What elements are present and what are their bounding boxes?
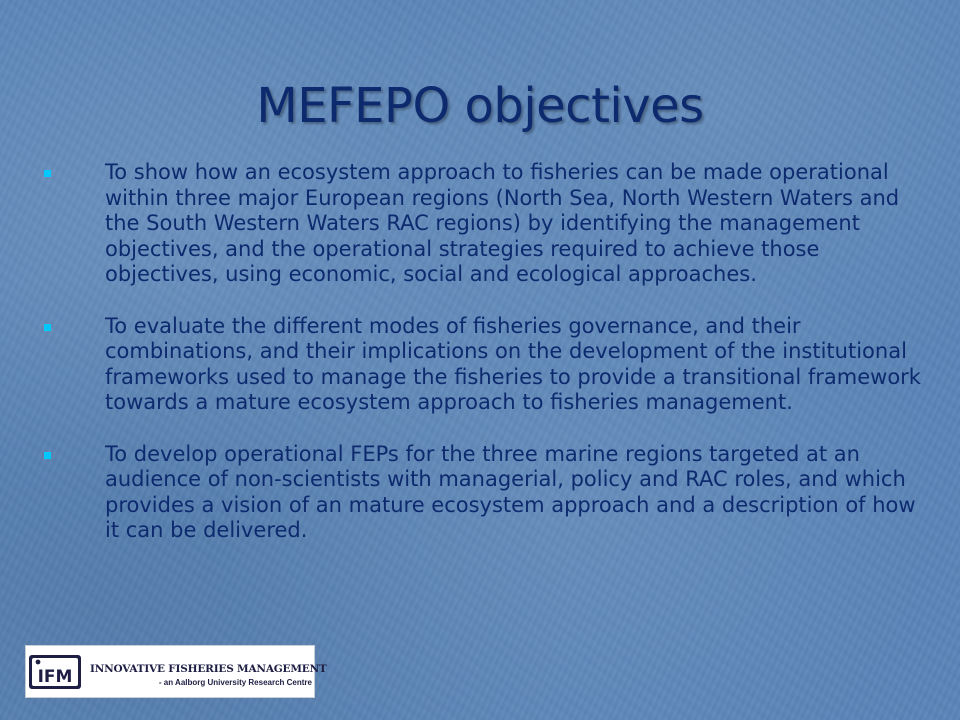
bullet-item bbox=[0, 160, 960, 288]
square-bullet-icon bbox=[44, 170, 51, 177]
bullet-list bbox=[0, 160, 960, 570]
logo-mark-text: IFM bbox=[37, 667, 73, 687]
logo-subtitle: - an Aalborg University Research Centre bbox=[158, 678, 312, 687]
bullet-item bbox=[0, 314, 960, 416]
ifm-logo bbox=[25, 645, 327, 698]
logo-name: INNOVATIVE FISHERIES MANAGEMENT bbox=[90, 663, 327, 675]
bullet-text: To develop operational FEPs for the three marine regions targeted at an audience of non-scientists with managerial, policy and RAC roles, and which provides a vision of an mature ecosystem approach and a description of how it can be delivered. bbox=[105, 441, 916, 542]
bullet-text: To evaluate the different modes of fisheries governance, and their combinations, and their implications on the development of the institutional frameworks used to manage the fisheries to provide a transitional framework towards a mature ecosystem approach to fisheries management. bbox=[105, 313, 921, 414]
square-bullet-icon bbox=[44, 452, 51, 459]
slide-title: MEFEPO objectives bbox=[256, 78, 704, 134]
bullet-item bbox=[0, 442, 960, 544]
square-bullet-icon bbox=[44, 324, 51, 331]
bullet-text: To show how an ecosystem approach to fisheries can be made operational within three major European regions (North Sea, North Western Waters and the South Western Waters RAC regions) by identifying the management objectives, and the operational strategies required to achieve those objectives, using economic, social and ecological approaches. bbox=[105, 160, 900, 286]
ifm-logo-icon bbox=[28, 652, 82, 692]
